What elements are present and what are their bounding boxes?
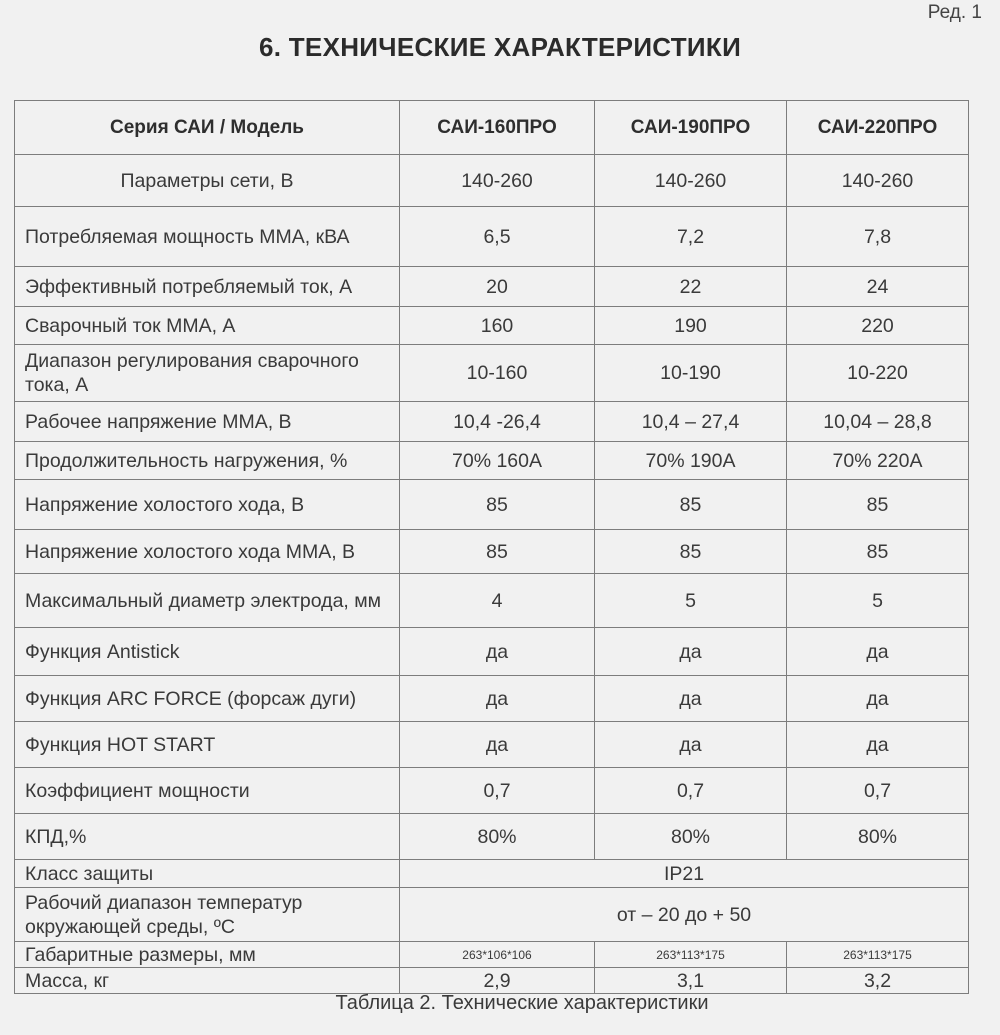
row-param: Сварочный ток ММА, А bbox=[15, 307, 400, 345]
row-value: 140-260 bbox=[595, 155, 787, 207]
row-value: 85 bbox=[595, 480, 787, 530]
row-param: Диапазон регулирования сварочного тока, А bbox=[15, 345, 400, 402]
row-value: 0,7 bbox=[595, 768, 787, 814]
table-row bbox=[15, 722, 969, 768]
table-row bbox=[15, 480, 969, 530]
row-value: да bbox=[400, 722, 595, 768]
table-row bbox=[15, 307, 969, 345]
spec-table bbox=[14, 100, 969, 994]
row-value: 3,2 bbox=[787, 968, 969, 994]
row-value: 80% bbox=[400, 814, 595, 860]
row-value: 85 bbox=[787, 480, 969, 530]
row-value: 24 bbox=[787, 267, 969, 307]
header-model-series: Серия САИ / Модель bbox=[15, 101, 400, 155]
table-row bbox=[15, 345, 969, 402]
row-value: 3,1 bbox=[595, 968, 787, 994]
table-row-mass bbox=[15, 968, 969, 994]
row-value: 20 bbox=[400, 267, 595, 307]
row-param: Габаритные размеры, мм bbox=[15, 942, 400, 968]
table-row bbox=[15, 676, 969, 722]
page-title: 6. ТЕХНИЧЕСКИЕ ХАРАКТЕРИСТИКИ bbox=[258, 32, 742, 62]
table-row bbox=[15, 207, 969, 267]
row-param: Рабочее напряжение ММА, В bbox=[15, 402, 400, 442]
row-param: Продолжительность нагружения, % bbox=[15, 442, 400, 480]
row-value: да bbox=[400, 628, 595, 676]
row-value: 7,2 bbox=[595, 207, 787, 267]
row-param: Напряжение холостого хода ММА, В bbox=[15, 530, 400, 574]
table-row bbox=[15, 768, 969, 814]
row-param: Максимальный диаметр электрода, мм bbox=[15, 574, 400, 628]
table-row-protection bbox=[15, 860, 969, 888]
row-value: 70% 220А bbox=[787, 442, 969, 480]
row-param: Функция ARC FORCE (форсаж дуги) bbox=[15, 676, 400, 722]
table-row bbox=[15, 267, 969, 307]
table-row bbox=[15, 574, 969, 628]
row-value: 5 bbox=[595, 574, 787, 628]
row-value: 0,7 bbox=[400, 768, 595, 814]
row-value: да bbox=[595, 676, 787, 722]
row-value: 140-260 bbox=[400, 155, 595, 207]
row-value: 190 bbox=[595, 307, 787, 345]
row-param: Параметры сети, В bbox=[15, 155, 400, 207]
temperature-value: от – 20 до + 50 bbox=[400, 888, 969, 942]
row-value: да bbox=[787, 628, 969, 676]
row-value: 140-260 bbox=[787, 155, 969, 207]
row-value: да bbox=[400, 676, 595, 722]
row-value: 7,8 bbox=[787, 207, 969, 267]
row-value: 10-190 bbox=[595, 345, 787, 402]
header-model-160: САИ-160ПРО bbox=[400, 101, 595, 155]
table-row bbox=[15, 530, 969, 574]
row-param: Коэффициент мощности bbox=[15, 768, 400, 814]
row-value: 80% bbox=[595, 814, 787, 860]
protection-value: IP21 bbox=[400, 860, 969, 888]
table-header-row bbox=[15, 101, 969, 155]
row-param: Рабочий диапазон температур окружающей среды, ºС bbox=[15, 888, 400, 942]
row-param: Эффективный потребляемый ток, А bbox=[15, 267, 400, 307]
row-value: 263*106*106 bbox=[400, 942, 595, 968]
row-param: Класс защиты bbox=[15, 860, 400, 888]
row-value: 10,4 -26,4 bbox=[400, 402, 595, 442]
table-row-dimensions bbox=[15, 942, 969, 968]
row-value: 6,5 bbox=[400, 207, 595, 267]
row-value: 70% 190А bbox=[595, 442, 787, 480]
row-param: КПД,% bbox=[15, 814, 400, 860]
header-model-190: САИ-190ПРО bbox=[595, 101, 787, 155]
row-value: 70% 160А bbox=[400, 442, 595, 480]
row-value: 22 bbox=[595, 267, 787, 307]
table-row bbox=[15, 155, 969, 207]
table-row-temperature bbox=[15, 888, 969, 942]
row-value: 220 bbox=[787, 307, 969, 345]
row-param: Функция Antistick bbox=[15, 628, 400, 676]
row-value: да bbox=[595, 722, 787, 768]
row-value: 263*113*175 bbox=[595, 942, 787, 968]
row-param: Потребляемая мощность ММА, кВА bbox=[15, 207, 400, 267]
row-value: 10-160 bbox=[400, 345, 595, 402]
row-value: да bbox=[787, 722, 969, 768]
row-value: 80% bbox=[787, 814, 969, 860]
row-value: да bbox=[595, 628, 787, 676]
row-param: Функция HOT START bbox=[15, 722, 400, 768]
table-row bbox=[15, 814, 969, 860]
row-value: 0,7 bbox=[787, 768, 969, 814]
table-row bbox=[15, 628, 969, 676]
row-value: 85 bbox=[400, 530, 595, 574]
revision-label: Ред. 1 bbox=[927, 2, 982, 23]
table-row bbox=[15, 442, 969, 480]
row-value: 160 bbox=[400, 307, 595, 345]
row-value: 2,9 bbox=[400, 968, 595, 994]
row-value: да bbox=[787, 676, 969, 722]
row-value: 10-220 bbox=[787, 345, 969, 402]
row-value: 85 bbox=[400, 480, 595, 530]
header-model-220: САИ-220ПРО bbox=[787, 101, 969, 155]
table-caption: Таблица 2. Технические характеристики bbox=[335, 992, 709, 1014]
row-value: 85 bbox=[595, 530, 787, 574]
row-value: 263*113*175 bbox=[787, 942, 969, 968]
row-value: 85 bbox=[787, 530, 969, 574]
table-row bbox=[15, 402, 969, 442]
row-value: 10,04 – 28,8 bbox=[787, 402, 969, 442]
row-value: 5 bbox=[787, 574, 969, 628]
row-param: Масса, кг bbox=[15, 968, 400, 994]
row-param: Напряжение холостого хода, В bbox=[15, 480, 400, 530]
row-value: 4 bbox=[400, 574, 595, 628]
row-value: 10,4 – 27,4 bbox=[595, 402, 787, 442]
